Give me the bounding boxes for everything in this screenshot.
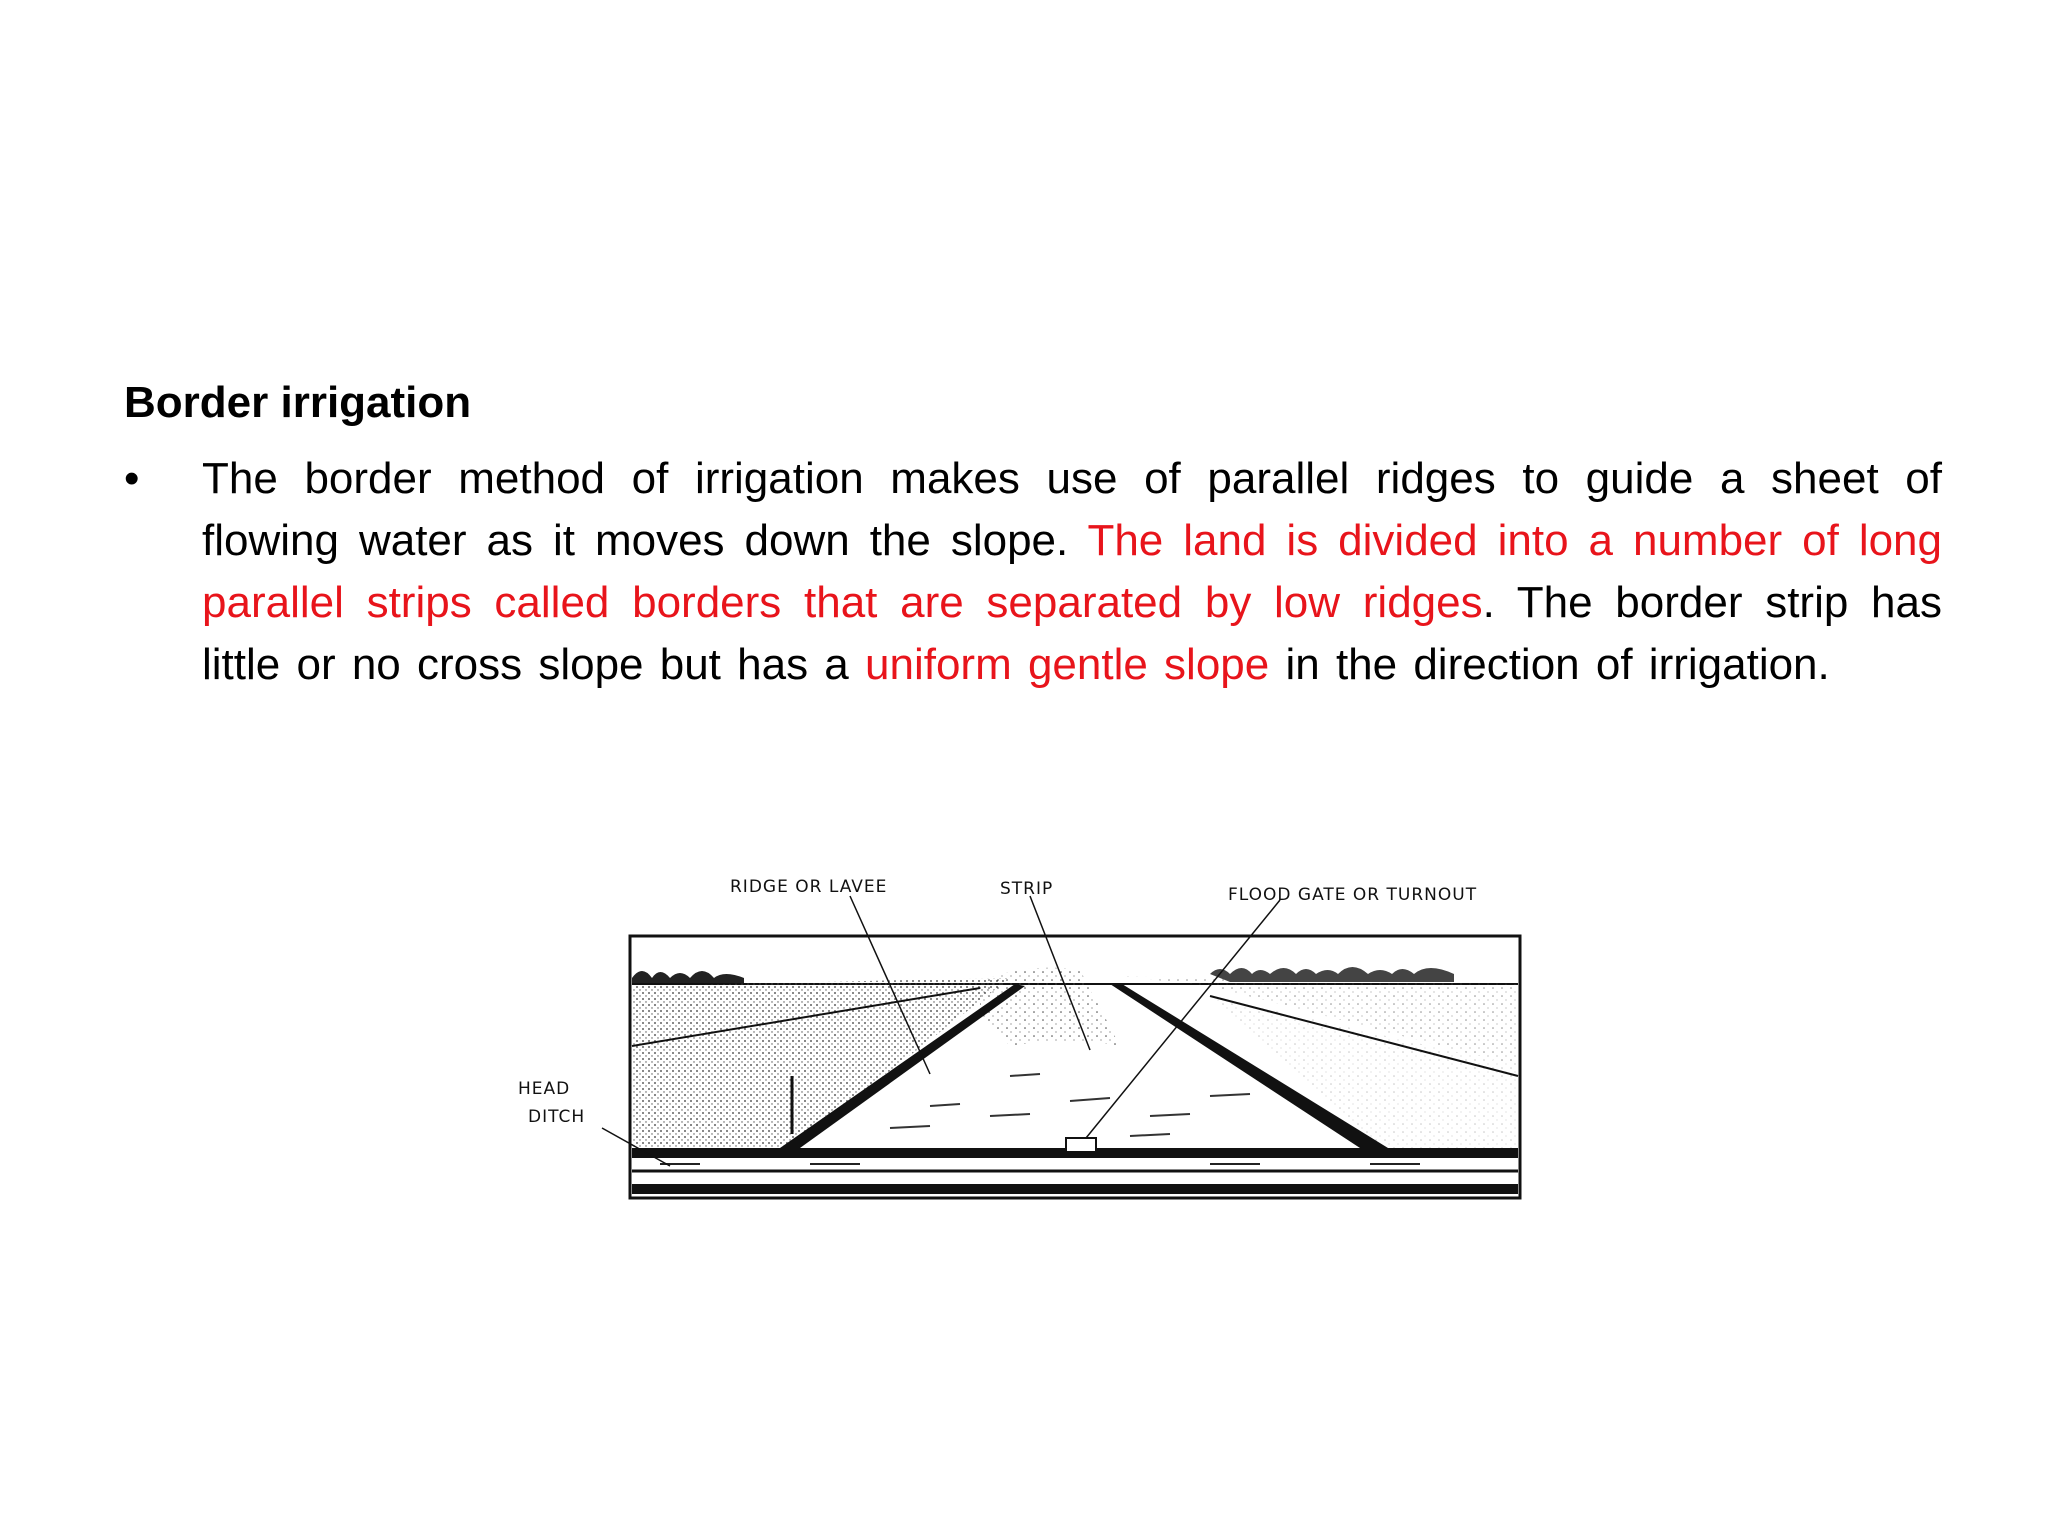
paragraph-highlight: uniform gentle slope	[865, 640, 1270, 689]
bullet-paragraph	[202, 448, 1942, 696]
paragraph-segment: in the direction of irrigation.	[1269, 640, 1830, 689]
label-ditch: DITCH	[528, 1107, 586, 1127]
bullet-dot: •	[124, 454, 140, 503]
paragraph-segment: . The border strip has little or no cross slope but has a	[202, 578, 1942, 689]
label-strip: STRIP	[1000, 879, 1054, 899]
paragraph-highlight: The land is divided into a number of long parallel strips called borders that are separated by low ridges	[202, 516, 1943, 627]
slide-heading: Border irrigation	[124, 378, 472, 427]
label-head: HEAD	[518, 1079, 571, 1099]
label-ridge: RIDGE OR LAVEE	[730, 877, 888, 897]
label-flood-gate: FLOOD GATE OR TURNOUT	[1228, 885, 1478, 905]
border-irrigation-diagram	[510, 866, 1530, 1206]
paragraph-segment: The border method of irrigation makes use of parallel ridges to guide a sheet of flowing water as it moves down the slope.	[202, 454, 1942, 565]
